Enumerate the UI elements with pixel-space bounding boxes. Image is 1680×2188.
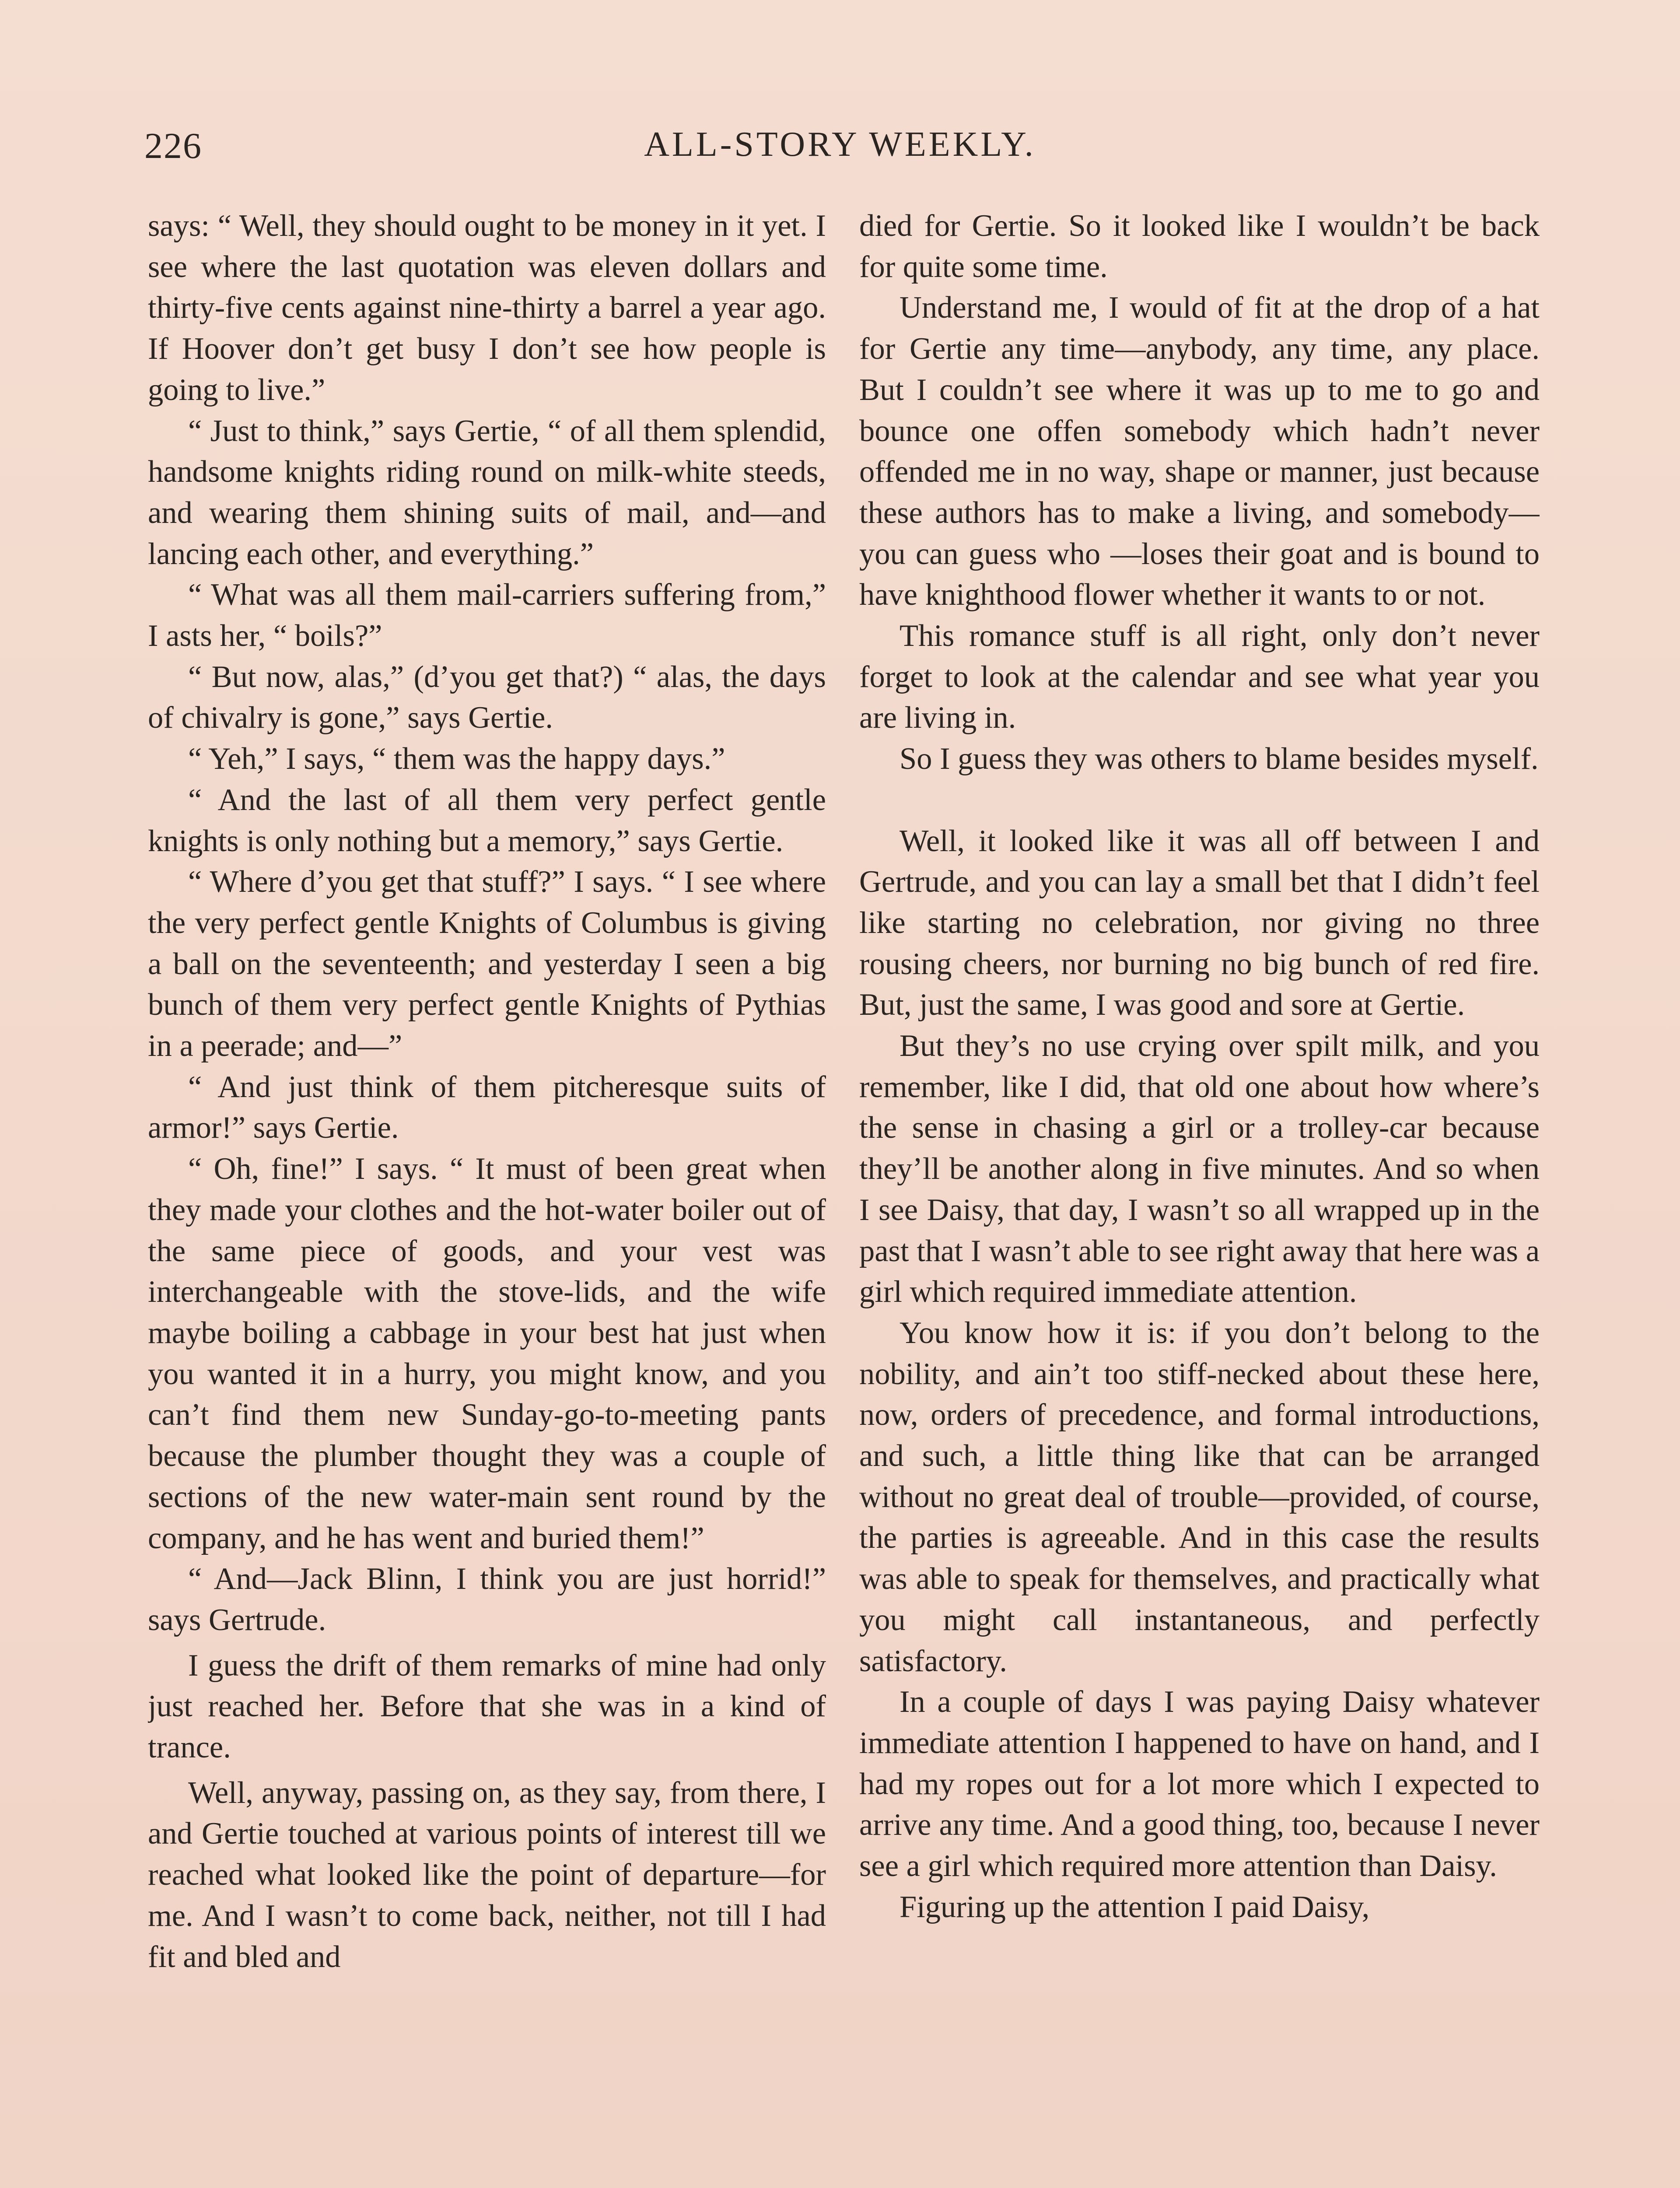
paragraph: “ But now, alas,” (d’you get that?) “ alas, the days of chivalry is gone,” says Gertie. <box>148 659 826 735</box>
paragraph: Well, it looked like it was all off between I and Gertrude, and you can lay a small bet that I didn’t feel like starting no celebration, nor giving no three rousing cheers, nor burning no big bunch of red fire. But, just the same, I was good and sore at Gertie. <box>859 824 1540 1022</box>
page-number: 226 <box>144 126 202 166</box>
paragraph: Well, anyway, passing on, as they say, from there, I and Gertie touched at various points of interest till we reached what looked like the point of departure—for me. And I wasn’t to come back, neither, not till I had fit and bled and <box>148 1775 826 1974</box>
paragraph: This romance stuff is all right, only don’t never forget to look at the calendar and see what year you are living in. <box>859 619 1540 735</box>
paragraph: You know how it is: if you don’t belong to the nobility, and ain’t too stiff-necked about these here, now, orders of precedence, and formal introductions, and such, a little thing like that can be arranged without no great deal of trouble—provided, of course, the parties is agreeable. And in this case the results was able to speak for themselves, and practically what you might call instantaneous, and perfectly satisfactory. <box>859 1315 1540 1678</box>
paragraph: But they’s no use crying over spilt milk, and you remember, like I did, that old one about how where’s the sense in chasing a girl or a trolley-car because they’ll be another along in five minutes. And so when I see Daisy, that day, I wasn’t so all wrapped up in the past that I wasn’t able to see right away that here was a girl which required immediate attention. <box>859 1029 1540 1309</box>
left-text-column <box>148 206 826 2188</box>
paragraph: “ Where d’you get that stuff?” I says. “ I see where the very perfect gentle Knights of Columbus is giving a ball on the seventeenth; and yesterday I seen a big bunch of them very perfect gentle Knights of Pythias in a peerade; and—” <box>148 865 826 1063</box>
paragraph: Figuring up the attention I paid Daisy, <box>900 1890 1370 1924</box>
paragraph: “ Just to think,” says Gertie, “ of all them splendid, handsome knights riding round on milk-white steeds, and wearing them shining suits of mail, and—and lancing each other, and everything.” <box>148 414 826 571</box>
paragraph: So I guess they was others to blame besides myself. <box>900 742 1539 776</box>
paragraph: died for Gertie. So it looked like I wouldn’t be back for quite some time. <box>859 209 1540 284</box>
paragraph: “ Yeh,” I says, “ them was the happy days.” <box>188 742 725 776</box>
paragraph: “ Oh, fine!” I says. “ It must of been great when they made your clothes and the hot-water boiler out of the same piece of goods, and your vest was interchangeable with the stove-lids, and the wife maybe boiling a cabbage in your best hat just when you wanted it in a hurry, you might know, and you can’t find them new Sunday-go-to-meeting pants because the plumber thought they was a couple of sections of the new water-main sent round by the company, and he has went and buried them!” <box>148 1152 826 1555</box>
journal-title: ALL-STORY WEEKLY. <box>644 125 1036 164</box>
paragraph: I guess the drift of them remarks of mine had only just reached her. Before that she was in a kind of trance. <box>148 1648 826 1765</box>
paragraph: “ And—Jack Blinn, I think you are just horrid!” says Gertrude. <box>148 1562 826 1637</box>
paragraph: “ What was all them mail-carriers suffering from,” I asts her, “ boils?” <box>148 578 826 653</box>
paragraph: says: “ Well, they should ought to be money in it yet. I see where the last quotation was eleven dollars and thirty-five cents against nine-thirty a barrel a year ago. If Hoover don’t get busy I don’t see how people is going to live.” <box>148 209 826 407</box>
paragraph: In a couple of days I was paying Daisy whatever immediate attention I happened to have on hand, and I had my ropes out for a lot more which I expected to arrive any time. And a good thing, too, because I never see a girl which required more attention than Daisy. <box>859 1685 1540 1883</box>
right-text-column <box>859 206 1540 2188</box>
paragraph: “ And the last of all them very perfect gentle knights is only nothing but a memory,” says Gertie. <box>148 782 826 858</box>
running-head <box>144 125 1536 177</box>
paragraph: “ And just think of them pitcheresque suits of armor!” says Gertie. <box>148 1069 826 1145</box>
paragraph: Understand me, I would of fit at the drop of a hat for Gertie any time—anybody, any time, any place. But I couldn’t see where it was up to me to go and bounce one offen somebody which hadn’t never offended me in no way, shape or manner, just because these authors has to make a living, and somebody—you can guess who —loses their goat and is bound to have knighthood flower whether it wants to or not. <box>859 291 1540 612</box>
